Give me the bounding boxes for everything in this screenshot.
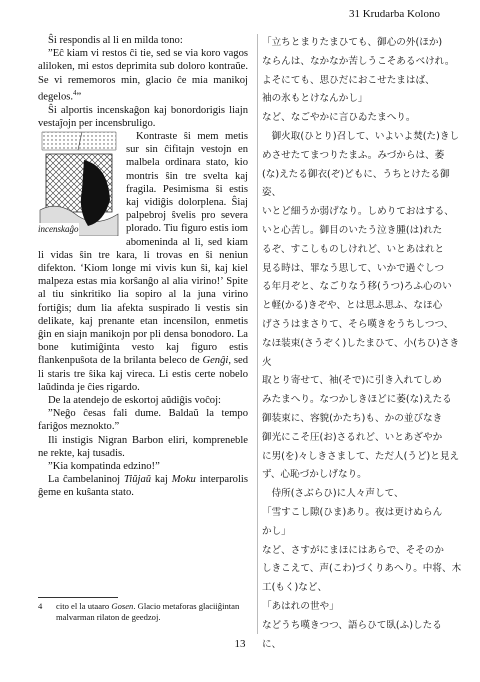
japanese-line: なほ装束(さうぞく)したまひて、小(ちひ)さき火 — [262, 337, 460, 368]
figure-caption: incenskaĝo — [38, 223, 79, 236]
japanese-line: るぞ、すこしものしけれど、いとあはれと — [262, 243, 445, 255]
japanese-line: めさせたてまつりたまふ。みづからは、萎 — [262, 149, 445, 161]
japanese-line: 御光にこそ圧(お)さるれど、いとあざやか — [262, 431, 443, 443]
japanese-line: など、さすがにまほにはあらで、そそのか — [262, 544, 444, 556]
emphasis: Moku — [171, 474, 196, 486]
japanese-line: 見る時は、罪なう思して、いかで過ぐしつ — [262, 262, 445, 274]
japanese-line: 侍所(さぶらひ)に人々声して、 — [262, 488, 404, 500]
paragraph: Ili instigis Nigran Barbon eliri, kompreneble ne rekte, kaj tusadis. — [38, 434, 248, 459]
footnote-number: 4 — [38, 601, 43, 611]
paragraph: ”Kia kompatinda edzino!” — [48, 461, 160, 473]
footnote-text-part: . Glacio metaforas glaciiĝintan malvarman rilaton de geedzoj. — [56, 601, 240, 622]
paragraph — [38, 473, 248, 499]
emphasis: Gosen — [111, 601, 134, 611]
japanese-line: る年月ぞと、なごりなう移(うつ)ろふ心のい — [262, 281, 452, 293]
japanese-line: ならんは、なかなか苦しうこそあるべけれ。 — [262, 55, 455, 67]
japanese-line: に男(を)々しきさまして、ただ人(うど)と見え — [262, 450, 460, 462]
footnote-text — [56, 601, 251, 622]
running-header: 31 Krudarba Kolono — [348, 8, 440, 20]
japanese-line: 工(もく)など、 — [262, 582, 328, 594]
paragraph-text: interparolis ĝeme en kuŝanta stato. — [38, 474, 248, 499]
incense-cage-illustration — [38, 130, 120, 236]
column-divider — [257, 34, 258, 634]
footnote-ref[interactable]: 4 — [73, 88, 77, 97]
japanese-line: 御火取(ひとり)召して、いよいよ焚(た)きし — [262, 130, 460, 142]
japanese-line: 「あはれの世や」 — [262, 600, 339, 612]
japanese-line: しきこえて、声(こわ)づくりあへり。中将、木 — [262, 563, 462, 575]
emphasis: Genĝi — [202, 355, 229, 367]
paragraph: Ŝi respondis al li en milda tono: — [48, 35, 183, 46]
paragraph-text: ”Eĉ kiam vi restos ĉi tie, sed se via koro vagos aliloken, mi estos deprimita sub doloro kontraŭe. Se vi rememoros min, glacio ĉe mia manikoj degelos. — [38, 48, 248, 103]
paragraph-text: kaj — [151, 474, 172, 486]
japanese-line: 取とり寄せて、袖(そで)に引き入れてしめ — [262, 375, 442, 387]
footnote-text-part: cito el la utaaro — [56, 601, 112, 611]
japanese-line: などうち嘆きつつ、語らひて臥(ふ)したる — [262, 619, 442, 631]
japanese-line: よそにても、思ひだにおこせたまはば、 — [262, 74, 435, 86]
japanese-line: ず、心恥づかしげなり。 — [262, 469, 367, 481]
paragraph — [38, 47, 248, 103]
footnote — [38, 601, 253, 622]
japanese-column — [262, 34, 462, 654]
japanese-line: など、なごやかに言ひゐたまへり。 — [262, 112, 416, 124]
japanese-line: かし」 — [262, 525, 291, 537]
paragraph-text: ” — [76, 91, 82, 103]
japanese-line: いと心苦し。御目のいたう泣き腫(は)れた — [262, 224, 443, 236]
illustration-image — [38, 130, 120, 236]
japanese-line: に、 — [262, 638, 282, 650]
paragraph-text: , sed li staris tre ŝika kaj vireca. Li estis certe nobelo laŭdinda je ĉies rigardo. — [38, 355, 248, 393]
page-number: 13 — [234, 638, 246, 650]
japanese-line: と軽(かる)きぞや、とは思ふ思ふ、なほ心 — [262, 300, 443, 312]
japanese-line: 袖の氷もとけなんかし」 — [262, 93, 368, 105]
paragraph: ”Neĝo ĉesas fali dume. Baldaŭ la tempo fariĝos meznokto.” — [38, 408, 248, 433]
japanese-line: (な)えたる御衣(ぞ)どもに、うちとけたる御姿、 — [262, 168, 450, 199]
japanese-line: 「立ちとまりたまひても、御心の外(ほか) — [262, 37, 443, 48]
esperanto-column — [38, 34, 248, 500]
paragraph: Ŝi alportis incenskaĝon kaj bonordorigis liajn vestaĵojn per incensbruligo. — [38, 104, 248, 129]
paragraph-text: La ĉambelaninoj — [48, 474, 124, 486]
japanese-line: みたまへり。なつかしきほどに萎(な)えたる — [262, 394, 452, 406]
paragraph: De la atendejo de eskortoj aŭdiĝis voĉoj: — [48, 395, 221, 407]
japanese-line: げさうはまさりて、そら嘆きをうちしつつ、 — [262, 318, 454, 330]
japanese-line: 「雪すこし隙(ひま)あり。夜は更けぬらん — [262, 506, 443, 518]
emphasis: Tiŭjaŭ — [123, 474, 152, 486]
footnote-rule — [38, 597, 118, 598]
paragraph-text: Kontraste ŝi mem metis sur sin ĉifitajn vestojn en malbela ordinara stato, kio montris ŝin tre svelta kaj fragila. Pesimisma ŝi estis kaj vidiĝis dolorplena. Ŝiaj palpebroj ŝvelis pro severa plorado. Tiu figuro estis iom abomeninda al li, sed kiam li vidas ŝin tre kara, li trovas en ŝi neniun difekton. ‘Kiom longe mi vivis kun ŝi, kaj kiel malpeza estas mia korŝanĝo al alia virino!’ Spite al tiu sinkritiko lia sopiro al la juna virino fortiĝis; dum lia afekta suspirado li vestis sin delikate, kaj prenante etan incensilon, enmetis ĝin en siajn manikojn por pli densa bonodoro. La bone kutimiĝinta vesto kaj figuro estis flankenpuŝota de la brilanta beleco de — [38, 130, 248, 367]
japanese-line: 御装束に、容貌(かたち)も、かの並びなき — [262, 412, 443, 424]
japanese-line: いとど細うか弱げなり。しめりておはする、 — [262, 206, 454, 218]
